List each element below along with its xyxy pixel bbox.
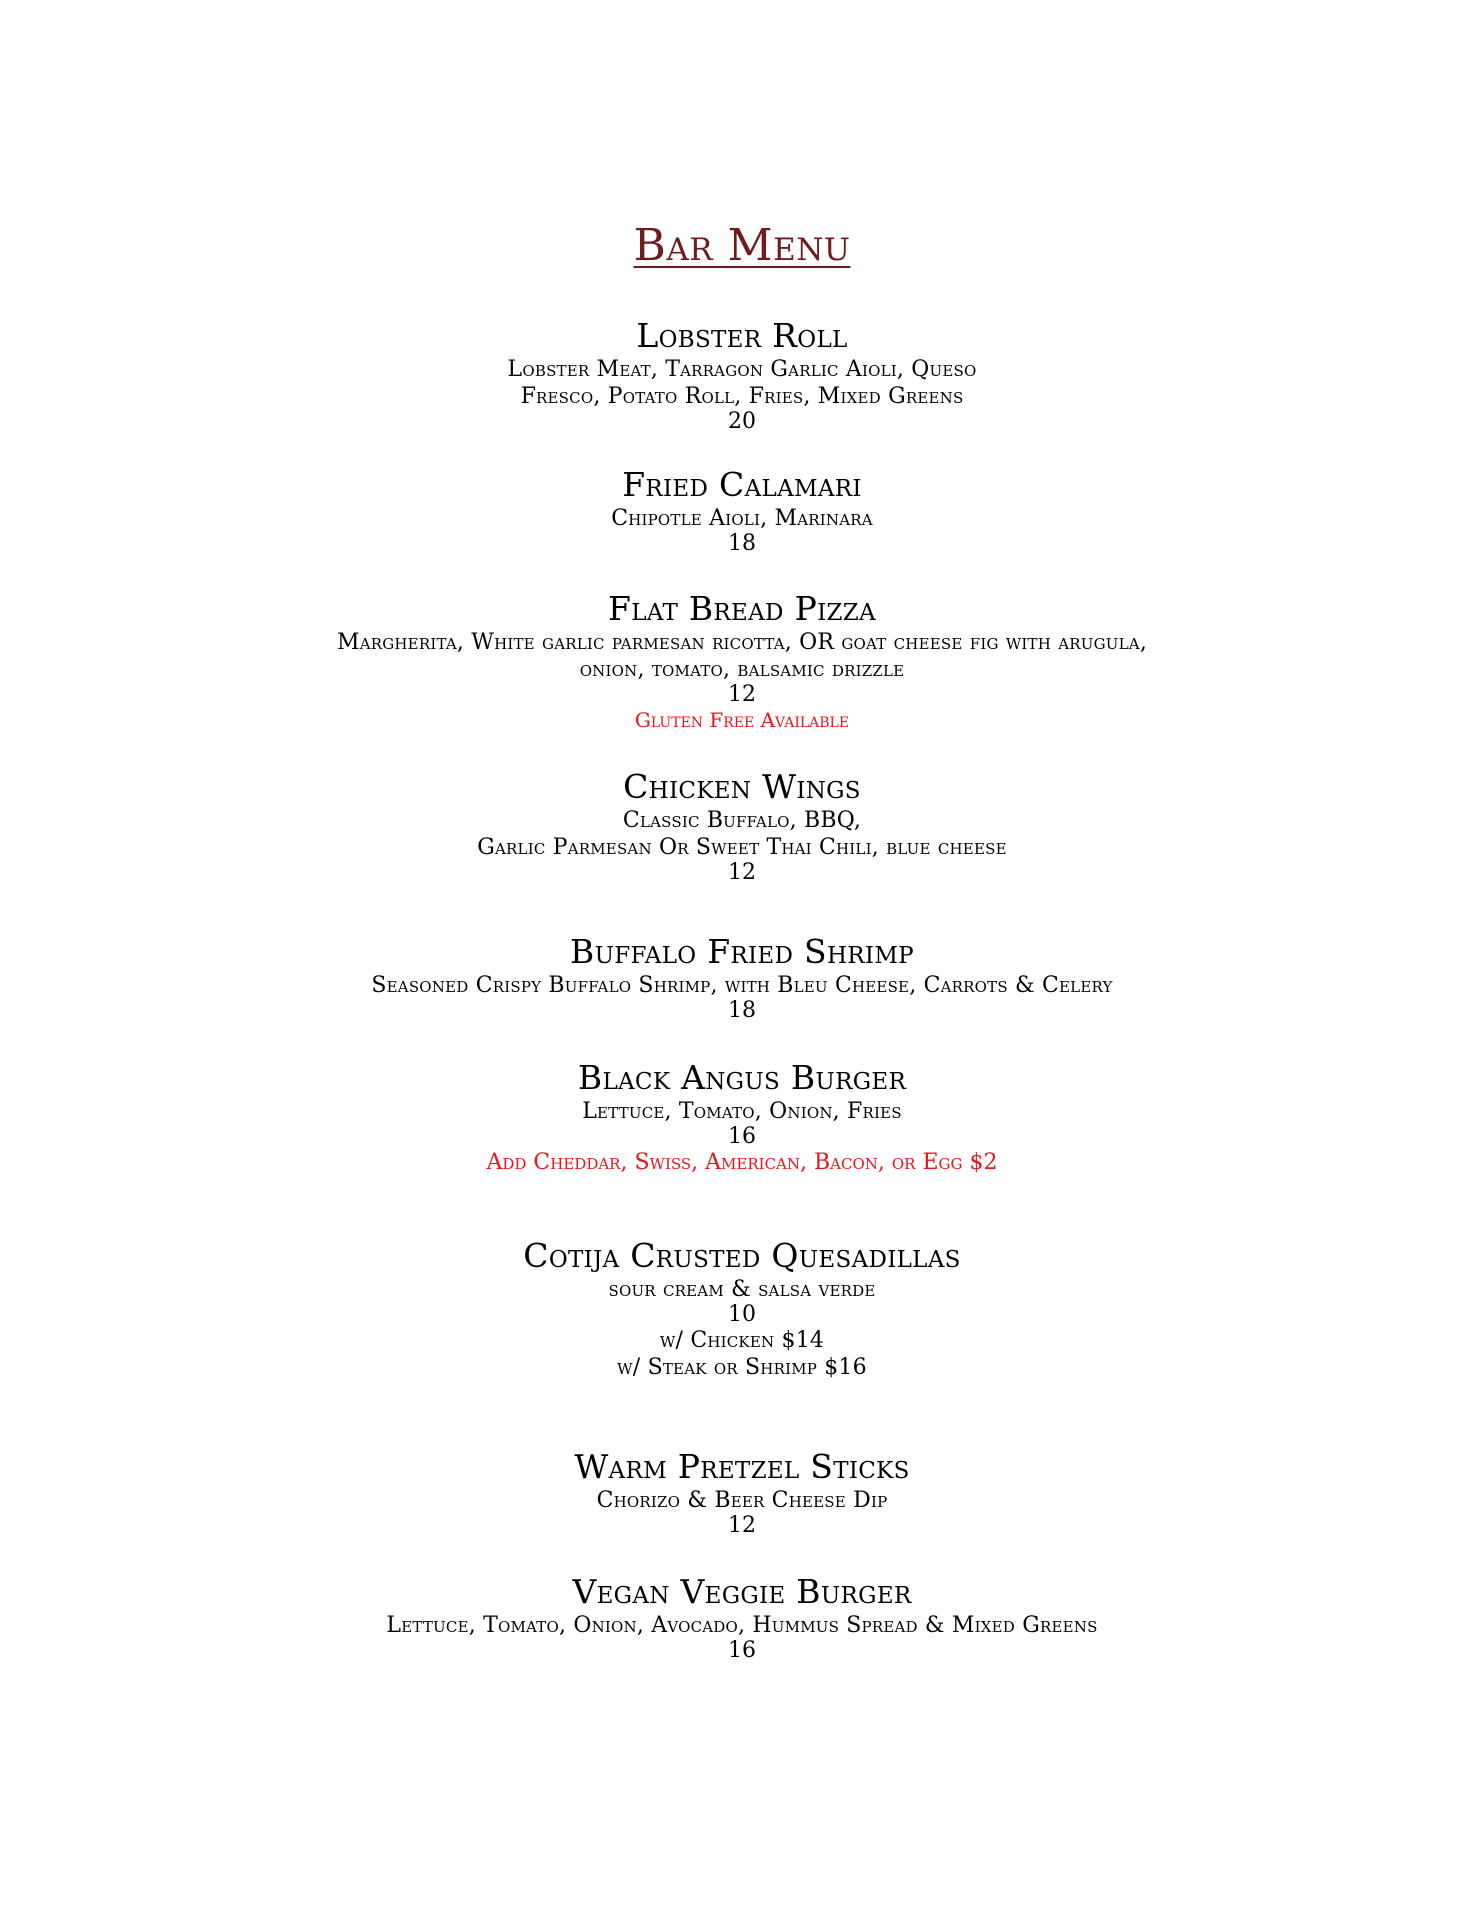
item-description: onion, tomato, balsamic drizzle: [579, 657, 905, 682]
item-name: Black Angus Burger: [577, 1058, 907, 1097]
item-description: Chorizo & Beer Cheese Dip: [596, 1488, 888, 1513]
item-description: Classic Buffalo, BBQ,: [622, 808, 862, 833]
item-price: 16: [728, 1124, 756, 1149]
menu-item-cotija-crusted-quesadillas: [0, 1236, 1484, 1381]
menu-item-vegan-veggie-burger: [0, 1572, 1484, 1663]
item-name: Cotija Crusted Quesadillas: [523, 1236, 961, 1275]
item-price: 10: [728, 1302, 756, 1327]
item-description: Seasoned Crispy Buffalo Shrimp, with Bleu Cheese, Carrots & Celery: [371, 973, 1113, 998]
item-price: 18: [728, 531, 756, 556]
menu-item-chicken-wings: [0, 767, 1484, 885]
item-description: Garlic Parmesan Or Sweet Thai Chili, blue cheese: [477, 835, 1007, 860]
page-title: Bar Menu: [633, 220, 851, 271]
menu-item-flat-bread-pizza: [0, 589, 1484, 733]
item-price: 18: [728, 998, 756, 1023]
item-name: Vegan Veggie Burger: [572, 1572, 912, 1611]
item-price: 12: [728, 860, 756, 885]
item-extra: w/ Chicken $14: [659, 1328, 825, 1353]
menu-item-lobster-roll: [0, 316, 1484, 434]
item-description: Lettuce, Tomato, Onion, Fries: [582, 1099, 902, 1124]
item-note: Add Cheddar, Swiss, American, Bacon, or Egg $2: [486, 1150, 998, 1175]
item-description: Fresco, Potato Roll, Fries, Mixed Greens: [520, 384, 964, 409]
item-price: 20: [728, 409, 756, 434]
item-name: Flat Bread Pizza: [608, 589, 876, 628]
item-name: Fried Calamari: [622, 465, 862, 504]
item-description: Chipotle Aioli, Marinara: [611, 506, 873, 531]
item-price: 16: [728, 1638, 756, 1663]
item-description: Lobster Meat, Tarragon Garlic Aioli, Queso: [507, 357, 977, 382]
menu-item-warm-pretzel-sticks: [0, 1447, 1484, 1538]
item-name: Lobster Roll: [636, 316, 848, 355]
menu-item-black-angus-burger: [0, 1058, 1484, 1176]
item-description: sour cream & salsa verde: [608, 1277, 876, 1302]
item-extra: w/ Steak or Shrimp $16: [617, 1355, 867, 1380]
menu-item-buffalo-fried-shrimp: [0, 932, 1484, 1023]
item-name: Chicken Wings: [623, 767, 861, 806]
item-name: Warm Pretzel Sticks: [574, 1447, 910, 1486]
menu-list: [0, 316, 1484, 1663]
item-price: 12: [728, 1513, 756, 1538]
item-note: Gluten Free Available: [634, 708, 850, 732]
item-description: Lettuce, Tomato, Onion, Avocado, Hummus Spread & Mixed Greens: [386, 1613, 1098, 1638]
menu-item-fried-calamari: [0, 465, 1484, 556]
item-price: 12: [728, 682, 756, 707]
item-description: Margherita, White garlic parmesan ricotta, OR goat cheese fig with arugula,: [336, 630, 1148, 655]
item-name: Buffalo Fried Shrimp: [570, 932, 914, 971]
